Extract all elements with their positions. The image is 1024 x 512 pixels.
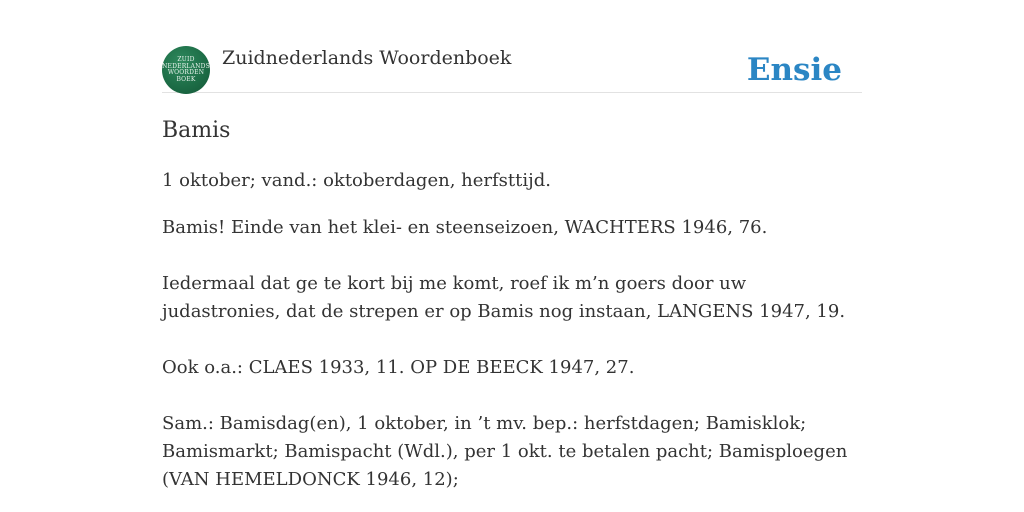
entry-definition: 1 oktober; vand.: oktoberdagen, herfsttijd. — [162, 170, 551, 191]
entry-paragraph: Sam.: Bamisdag(en), 1 oktober, in ’t mv. bep.: herfstdagen; Bamisklok; Bamismarkt; Bamispacht (Wdl.), per 1 okt. te betalen pacht; Bamisploegen (VAN HEMELDONCK 1946, 12); — [162, 413, 848, 490]
zuidnederlands-woordenboek-logo[interactable] — [162, 46, 210, 94]
source-title-link[interactable]: Zuidnederlands Woordenboek — [222, 47, 512, 69]
entry-content — [162, 114, 862, 494]
entry-title: Bamis — [162, 118, 231, 143]
entry-paragraph: Iedermaal dat ge te kort bij me komt, roef ik m’n goers door uw judastronies, dat de strepen er op Bamis nog instaan, LANGENS 1947, 19. — [162, 273, 846, 322]
entry-paragraph: Ook o.a.: CLAES 1933, 11. OP DE BEECK 1947, 27. — [162, 357, 635, 378]
logo-line-2: NEDERLANDS — [162, 62, 210, 70]
entry-paragraph: Bamis! Einde van het klei- en steenseizoen, WACHTERS 1946, 76. — [162, 217, 768, 238]
ensie-brand-link[interactable]: Ensie — [746, 52, 842, 88]
logo-line-1: ZUID — [177, 56, 195, 63]
logo-line-4: BOEK — [176, 75, 196, 83]
page-header — [162, 46, 862, 93]
logo-line-3: WOORDEN — [167, 69, 205, 76]
